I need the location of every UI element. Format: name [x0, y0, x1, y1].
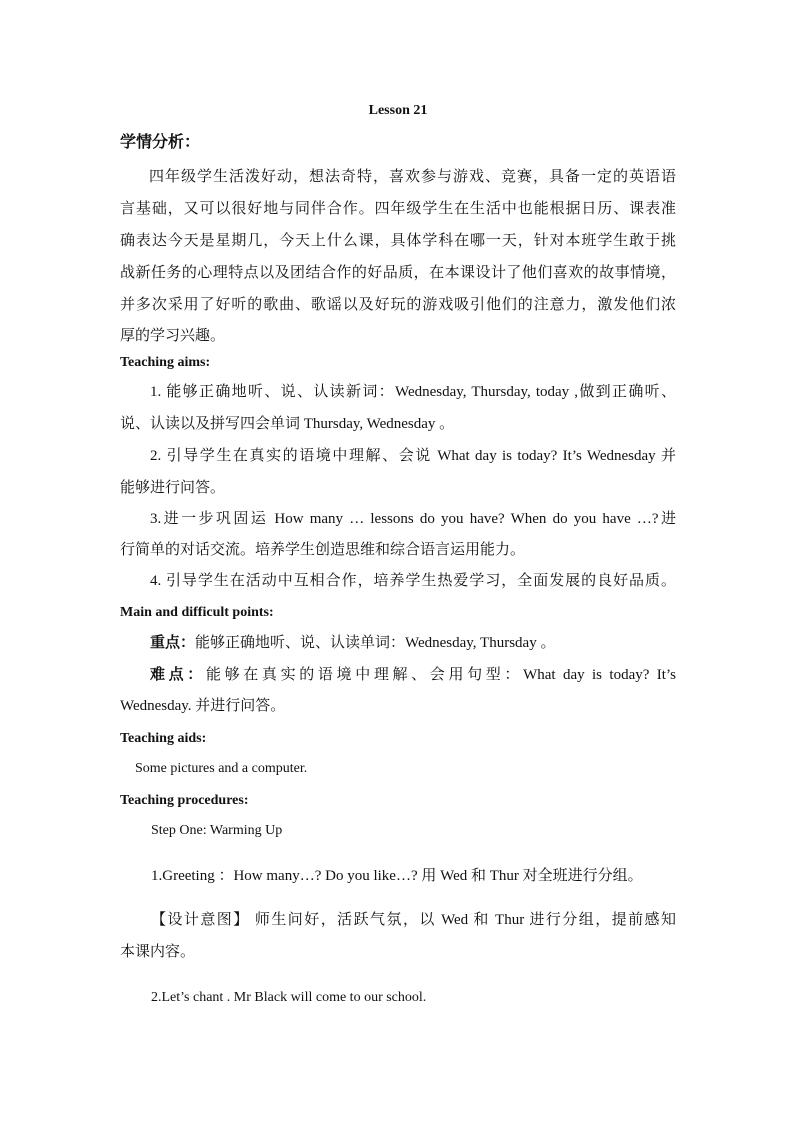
situation-line: 战新任务的心理特点以及团结合作的好品质，在本课设计了他们喜欢的故事情境， — [120, 265, 676, 281]
aims-line: 1. 能够正确地听、说、认读新词：Wednesday, Thursday, today ,做到正确听、 — [150, 384, 676, 400]
design-intent-line: 本课内容。 — [120, 944, 196, 960]
situation-line: 言基础，又可以很好地与同伴合作。四年级学生在生活中也能根据日历、课表准 — [120, 201, 676, 217]
teaching-aims-heading: Teaching aims: — [120, 355, 211, 370]
aims-line: 能够进行问答。 — [120, 480, 226, 496]
situation-line: 厚的学习兴趣。 — [120, 328, 226, 344]
document-page — [120, 0, 676, 1123]
key-point-line — [150, 633, 555, 653]
aims-line: 4. 引导学生在活动中互相合作，培养学生热爱学习，全面发展的良好品质。 — [150, 573, 676, 589]
difficult-point-line — [150, 665, 676, 685]
design-intent-line: 【设计意图】 师生问好，活跃气氛，以 Wed 和 Thur 进行分组，提前感知 — [151, 912, 676, 928]
situation-line: 四年级学生活泼好动，想法奇特，喜欢参与游戏、竞赛，具备一定的英语语 — [149, 169, 676, 185]
greeting-line: 1.Greeting ：How many…? Do you like…? 用 Wed 和 Thur 对全班进行分组。 — [151, 868, 643, 884]
situation-line: 并多次采用了好听的歌曲、歌谣以及好玩的游戏吸引他们的注意力，激发他们浓 — [120, 297, 676, 313]
aims-line: 说、认读以及拼写四会单词 Thursday, Wednesday 。 — [120, 416, 455, 432]
teaching-aids-text: Some pictures and a computer. — [135, 761, 308, 776]
situation-heading: 学情分析： — [120, 134, 201, 151]
aims-line: 行简单的对话交流。培养学生创造思维和综合语言运用能力。 — [120, 542, 526, 558]
chant-line: 2.Let’s chant . Mr Black will come to our school. — [151, 990, 427, 1005]
step-one: Step One: Warming Up — [151, 823, 283, 838]
difficult-point-continuation: Wednesday. 并进行问答。 — [120, 698, 286, 714]
teaching-aids-heading: Teaching aids: — [120, 731, 207, 746]
situation-line: 确表达今天是星期几，今天上什么课，具体学科在哪一天，针对本班学生敢于挑 — [120, 233, 676, 249]
difficult-point-label: 难点： — [150, 667, 206, 683]
lesson-title: Lesson 21 — [368, 103, 428, 118]
teaching-procedures-heading: Teaching procedures: — [120, 793, 249, 808]
main-points-heading: Main and difficult points: — [120, 605, 274, 620]
difficult-point-text: 能够在真实的语境中理解、会用句型：What day is today? It’s — [205, 667, 676, 683]
key-point-text: 能够正确地听、说、认读单词：Wednesday, Thursday 。 — [195, 635, 556, 651]
aims-line: 3.进一步巩固运 How many … lessons do you have? When do you have …?进 — [150, 511, 676, 527]
key-point-label: 重点： — [150, 635, 196, 651]
aims-line: 2. 引导学生在真实的语境中理解、会说 What day is today? It’s Wednesday 并 — [150, 448, 676, 464]
